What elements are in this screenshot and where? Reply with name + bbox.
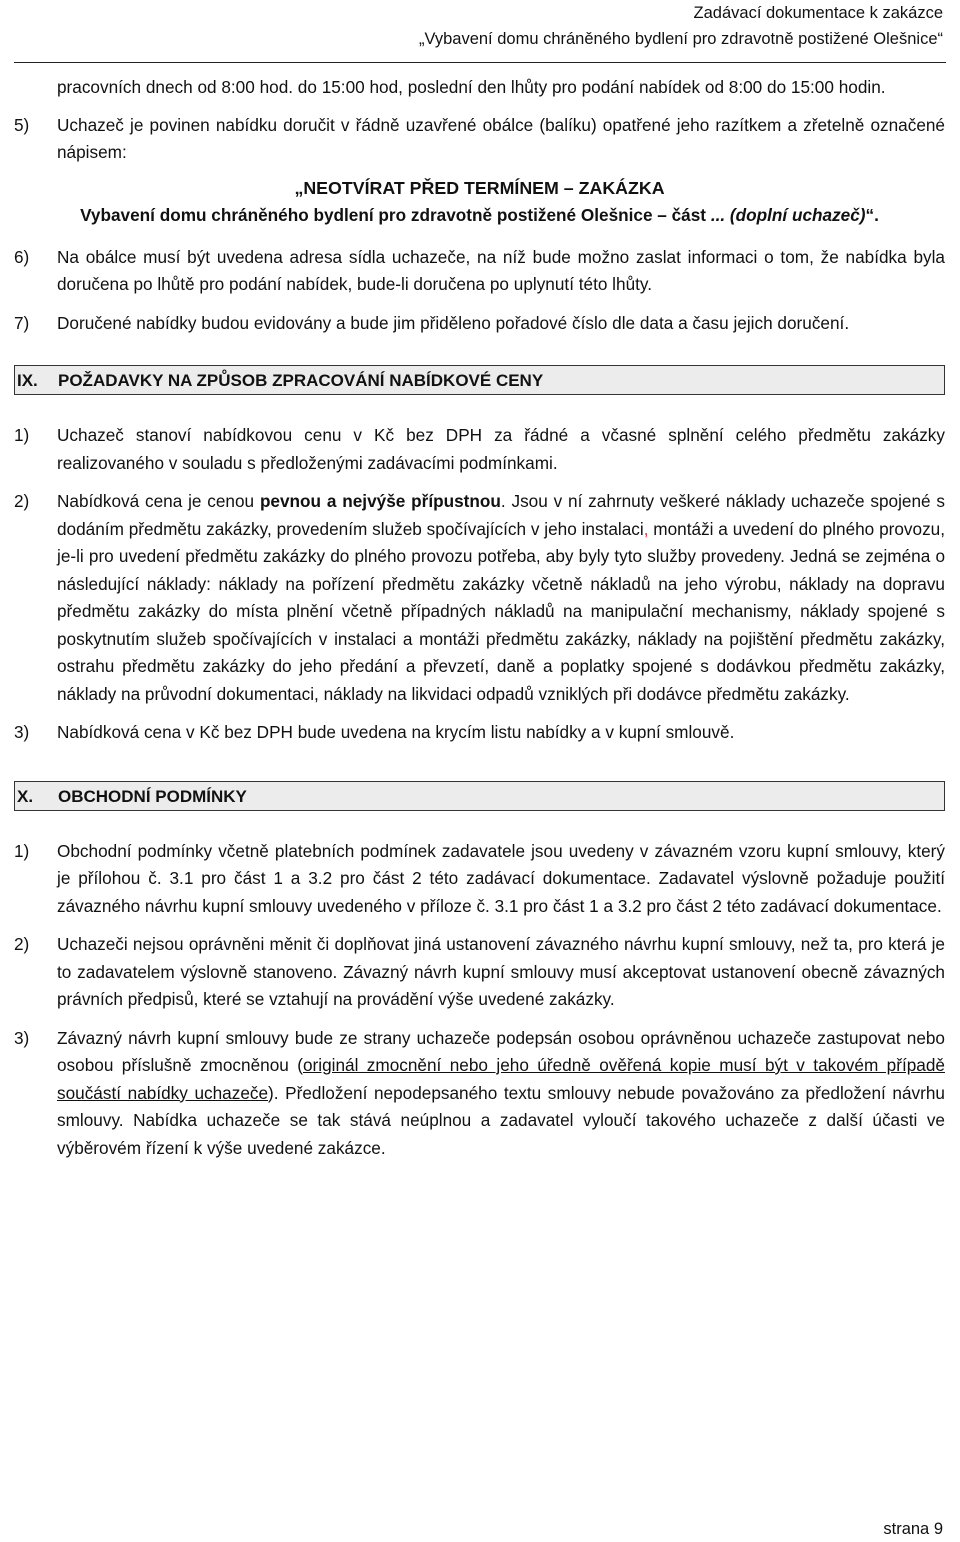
- page-number: strana 9: [883, 1520, 943, 1538]
- page-header: [419, 0, 943, 52]
- item-text-red-comma: ,: [643, 518, 649, 539]
- item-text: . Jsou v ní zahrnuty veškeré náklady uchazeče spojené s dodáním předmětu zakázky, provedením služeb spočívajících v jeho instalaci: [57, 491, 946, 539]
- item-number: 1): [14, 840, 30, 861]
- section-heading-ix: [14, 365, 945, 395]
- item-text: Uchazeč stanoví nabídkovou cenu v Kč bez DPH za řádné a včasné splnění celého předmětu zakázky realizovaného v souladu s předloženými zadávacími podmínkami.: [57, 425, 945, 473]
- section-title: OBCHODNÍ PODMÍNKY: [58, 786, 247, 806]
- list-item: [14, 931, 945, 1014]
- section-heading-x: [14, 781, 945, 811]
- list-item: [14, 838, 945, 921]
- list-item: [14, 719, 945, 747]
- continued-paragraph: pracovních dnech od 8:00 hod. do 15:00 hod, poslední den lhůty pro podání nabídek od 8:00 do 15:00 hodin.: [57, 77, 886, 97]
- item-number: 2): [14, 491, 30, 511]
- list-item: [14, 244, 945, 299]
- item-number: 2): [14, 934, 30, 954]
- item-text: Obchodní podmínky včetně platebních podmínek zadavatele jsou uvedeny v závazném vzoru kupní smlouvy, který je přílohou č. 3.1 pro část 1 a 3.2 pro část 2 této zadávací dokumentace. Zadavatel výslovně požaduje použití závazného návrhu kupní smlouvy uvedeného v příloze č. 3.1 pro část 1 a 3.2 pro část 2 této zadávací dokumentace.: [57, 840, 945, 916]
- section-number: X.: [17, 786, 34, 806]
- item-text-bold: pevnou a nejvýše přípustnou: [259, 491, 501, 511]
- item-number: 5): [14, 114, 30, 135]
- envelope-label-line-2: [14, 202, 945, 230]
- item-number: 3): [14, 722, 30, 742]
- item-number: 1): [14, 425, 30, 445]
- header-line-2: „Vybavení domu chráněného bydlení pro zdravotně postižené Olešnice“: [418, 30, 943, 48]
- item-number: 7): [14, 312, 30, 333]
- item-text: Uchazeč je povinen nabídku doručit v řádně uzavřené obálce (balíku) opatřené jeho razítkem a zřetelně označené nápisem:: [57, 114, 945, 162]
- section-number: IX.: [17, 371, 38, 390]
- document-body: [14, 74, 945, 1173]
- header-line-1: Zadávací dokumentace k zakázce: [693, 4, 943, 22]
- list-item: [14, 112, 945, 167]
- envelope-label-end: “.: [865, 205, 879, 225]
- item-text: Nabídková cena je cenou: [57, 491, 260, 511]
- section-title: POŽADAVKY NA ZPŮSOB ZPRACOVÁNÍ NABÍDKOVÉ CENY: [58, 371, 544, 390]
- item-number: 3): [14, 1027, 30, 1048]
- list-item: [14, 422, 945, 477]
- header-divider: [14, 62, 946, 63]
- envelope-label-text: Vybavení domu chráněného bydlení pro zdravotně postižené Olešnice – část: [80, 205, 707, 225]
- item-text: Závazný návrh kupní smlouvy bude ze strany uchazeče podepsán osobou oprávněnou uchazeče zastupovat nebo osobou příslušně zmocněnou (: [57, 1027, 945, 1075]
- list-item: [14, 1025, 945, 1163]
- item-text: Na obálce musí být uvedena adresa sídla uchazeče, na níž bude možno zaslat informaci o tom, že nabídka byla doručena po lhůtě pro podání nabídek, bude-li doručena po uplynutí této lhůty.: [57, 246, 945, 294]
- item-text: ). Předložení nepodepsaného textu smlouvy nebude považováno za předložení návrhu smlouvy. Nabídka uchazeče se tak stává neúplnou a zadavatel vyloučí takového uchazeče z další účasti ve výběrovém řízení k výše uvedené zakázce.: [57, 1082, 945, 1158]
- list-item: [14, 310, 945, 338]
- item-text: Nabídková cena v Kč bez DPH bude uvedena na krycím listu nabídky a v kupní smlouvě.: [57, 722, 735, 742]
- envelope-label-placeholder: ... (doplní uchazeč): [710, 205, 866, 225]
- envelope-label: [14, 175, 945, 230]
- item-number: 6): [14, 246, 30, 267]
- envelope-label-line-1: „NEOTVÍRAT PŘED TERMÍNEM – ZAKÁZKA: [294, 177, 665, 198]
- item-text-underlined: originál zmocnění nebo jeho úředně ověřená kopie musí být v takovém případě součástí nabídky uchazeče: [57, 1055, 945, 1103]
- item-text: Uchazeči nejsou oprávněni měnit či doplňovat jiná ustanovení závazného návrhu kupní smlouvy, než ta, pro která je to zadavatelem výslovně stanoveno. Závazný návrh kupní smlouvy musí akceptovat ustanovení obecně závazných právních předpisů, které se vztahují na provádění výše uvedené zakázky.: [57, 934, 945, 1009]
- list-item: [14, 488, 945, 708]
- item-text: montáži a uvedení do plného provozu, je-li pro uvedení předmětu zakázky do plného provozu potřeba, aby byly tyto služby provedeny. Jedná se zejména o následující náklady: náklady na pořízení předmětu zakázky včetně nákladů na jeho výrobu, náklady na dopravu předmětu zakázky do místa plnění včetně případných nákladů na manipulační mechanismy, náklady spojené s poskytnutím služeb spočívajících v instalaci a montáži předmětu zakázky, náklady na pojištění předmětu zakázky, ostrahu předmětu zakázky do jeho předání a převzetí, daně a poplatky spojené s dodávkou předmětu zakázky, náklady na průvodní dokumentaci, náklady na likvidaci odpadů vzniklých při dodávce předmětu zakázky.: [57, 518, 945, 704]
- item-text: Doručené nabídky budou evidovány a bude jim přiděleno pořadové číslo dle data a času jejich doručení.: [57, 312, 850, 333]
